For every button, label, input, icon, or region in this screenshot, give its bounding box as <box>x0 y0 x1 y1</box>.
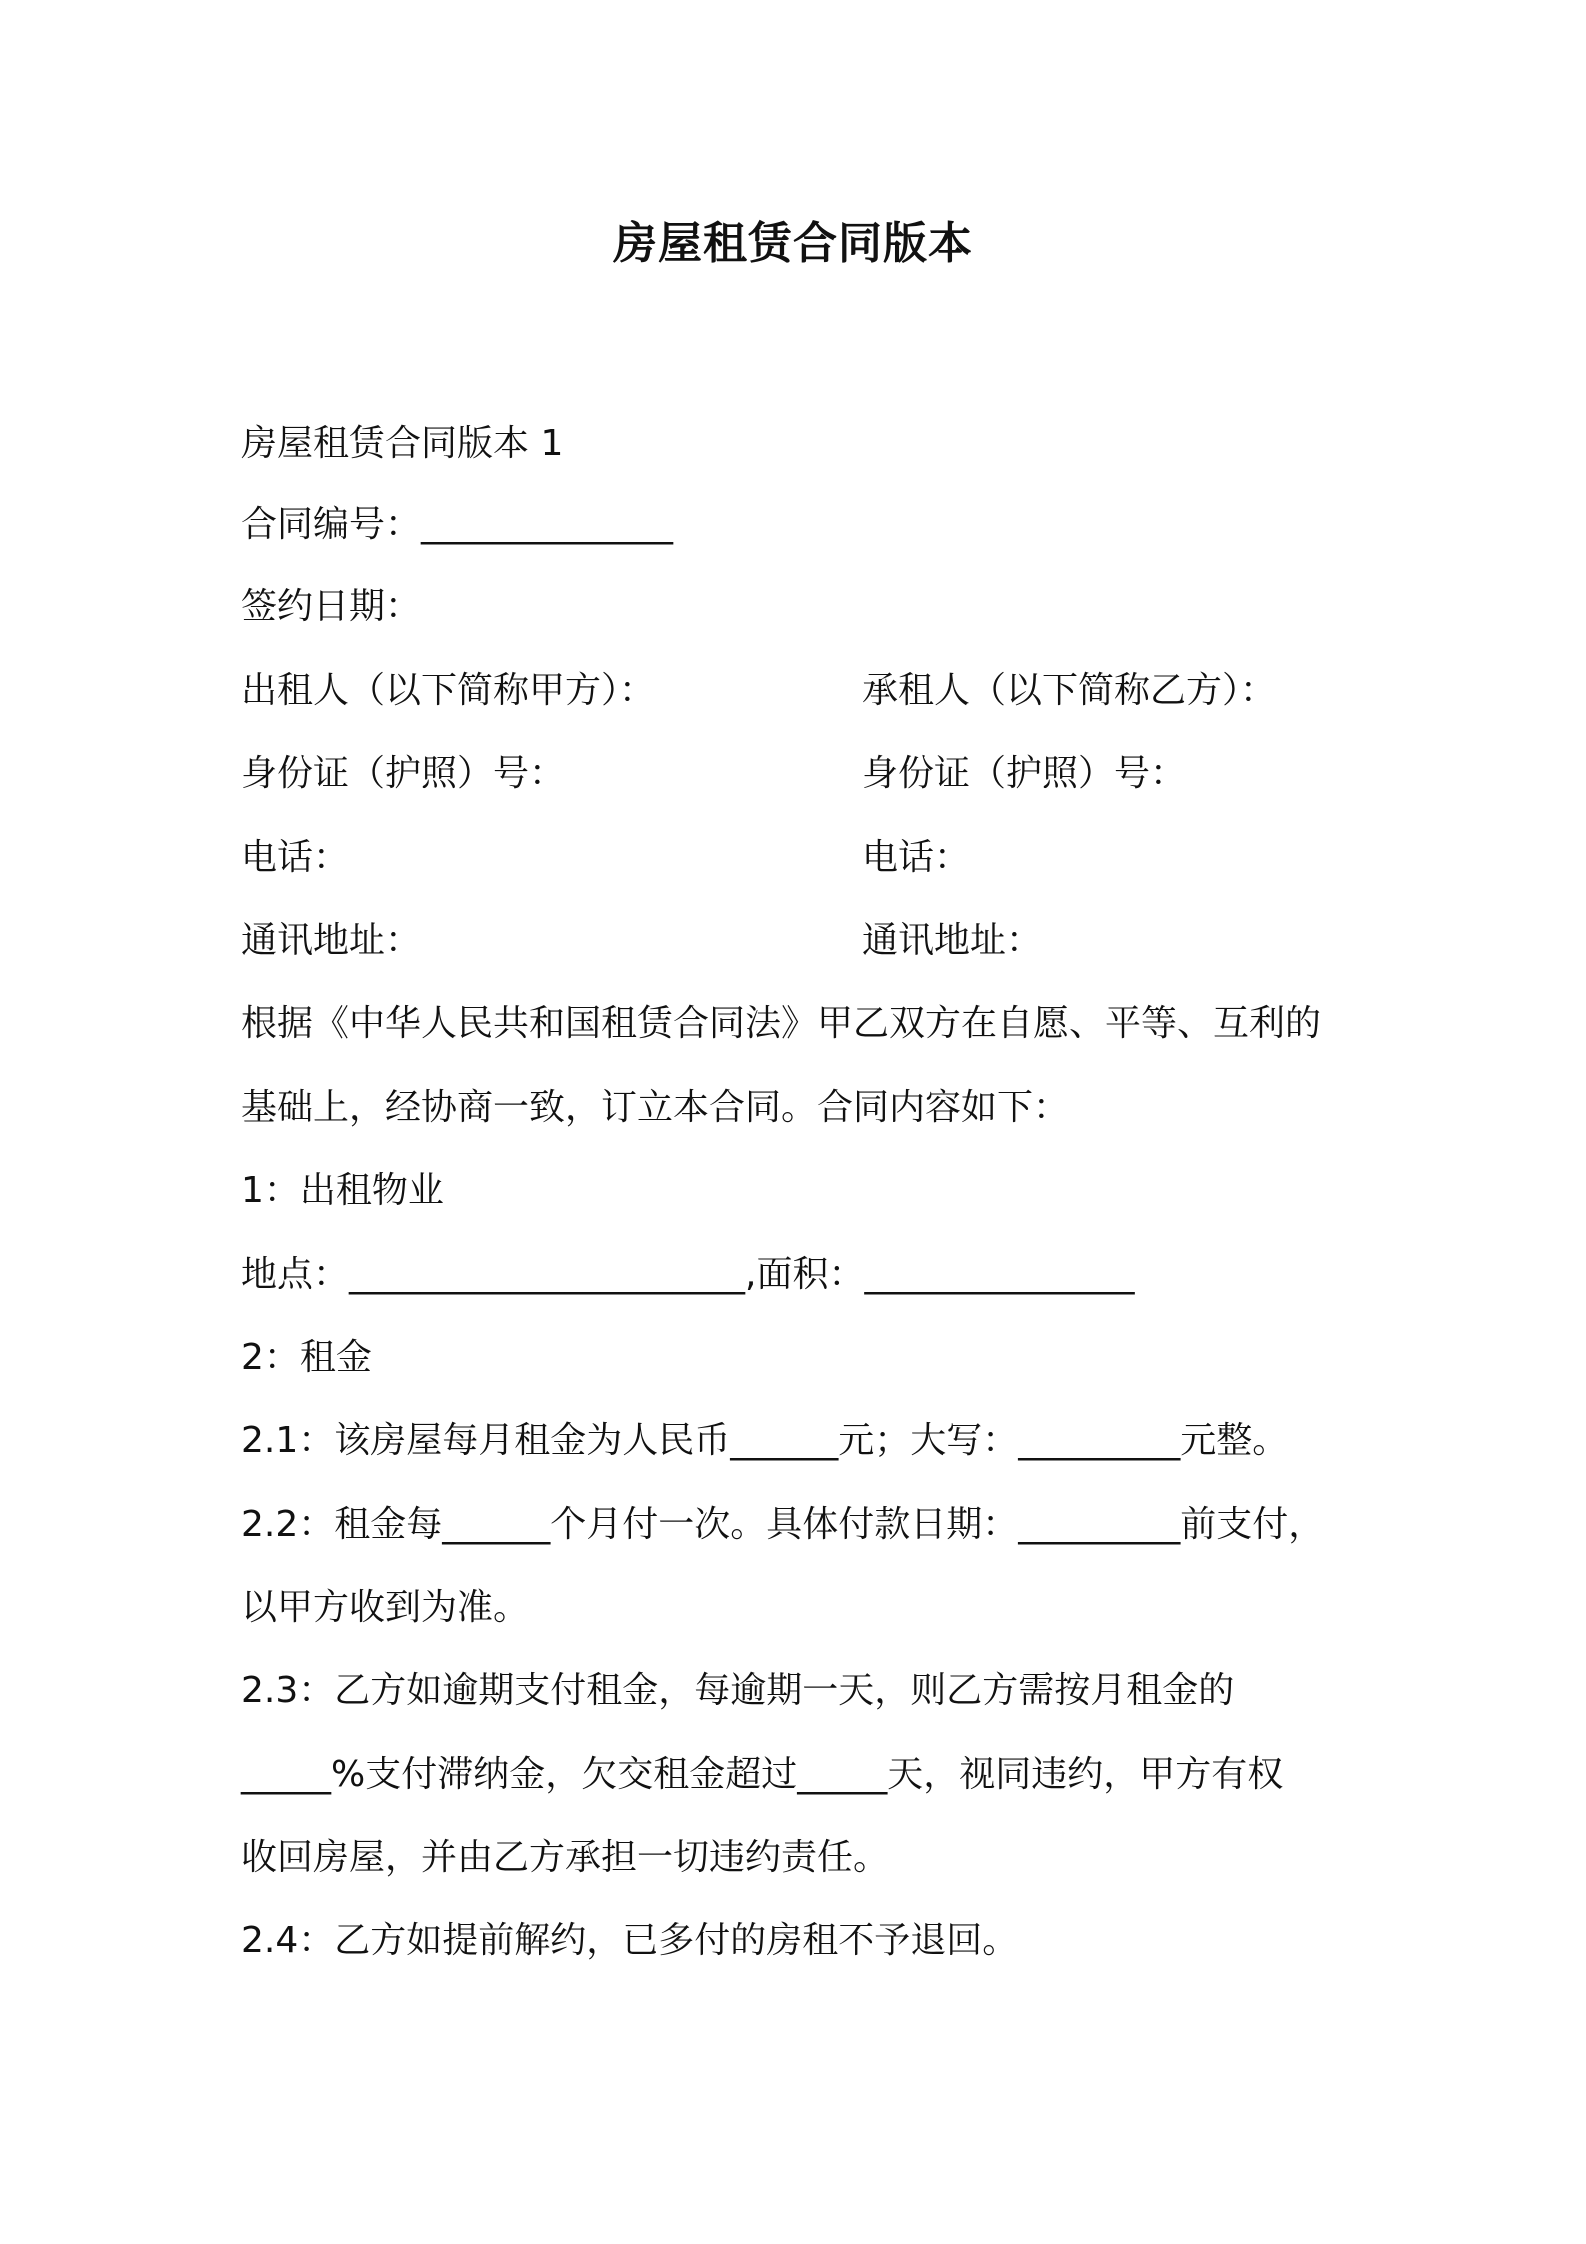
document-title: 房屋租赁合同版本 <box>613 218 973 269</box>
lessor-phone-field: 电话： <box>241 837 350 878</box>
section-2-heading: 2：租金 <box>241 1337 372 1378</box>
lessee-address-field: 通讯地址： <box>862 920 1043 961</box>
lessor-label: 出租人（以下简称甲方）： <box>241 670 656 711</box>
location-area-field: 地点：______________________,面积：_______________ <box>241 1254 1135 1295</box>
lessor-address-field: 通讯地址： <box>241 920 422 961</box>
section-1-heading: 1：出租物业 <box>241 1170 444 1211</box>
clause-2-4: 2.4：乙方如提前解约，已多付的房租不予退回。 <box>241 1920 1019 1961</box>
clause-2-3-line-2: _____%支付滞纳金，欠交租金超过_____天，视同违约，甲方有权 <box>241 1754 1284 1795</box>
legal-basis-line-2: 基础上，经协商一致，订立本合同。合同内容如下： <box>241 1087 1070 1128</box>
lessee-phone-field: 电话： <box>862 837 971 878</box>
signing-date-field: 签约日期： <box>241 586 422 627</box>
clause-2-2-line-2: 以甲方收到为准。 <box>241 1587 530 1628</box>
clause-2-3-line-1: 2.3：乙方如逾期支付租金，每逾期一天，则乙方需按月租金的 <box>241 1670 1235 1711</box>
contract-number-field: 合同编号：______________ <box>241 504 674 545</box>
contract-subtitle: 房屋租赁合同版本 1 <box>241 423 564 464</box>
lessee-id-field: 身份证（护照）号： <box>862 753 1187 794</box>
lessee-label: 承租人（以下简称乙方）： <box>862 670 1277 711</box>
clause-2-1: 2.1：该房屋每月租金为人民币______元；大写：_________元整。 <box>241 1420 1289 1461</box>
clause-2-2-line-1: 2.2：租金每______个月付一次。具体付款日期：_________前支付， <box>241 1504 1325 1545</box>
lessor-id-field: 身份证（护照）号： <box>241 753 566 794</box>
legal-basis-line-1: 根据《中华人民共和国租赁合同法》甲乙双方在自愿、平等、互利的 <box>241 1003 1322 1044</box>
clause-2-3-line-3: 收回房屋，并由乙方承担一切违约责任。 <box>241 1837 890 1878</box>
